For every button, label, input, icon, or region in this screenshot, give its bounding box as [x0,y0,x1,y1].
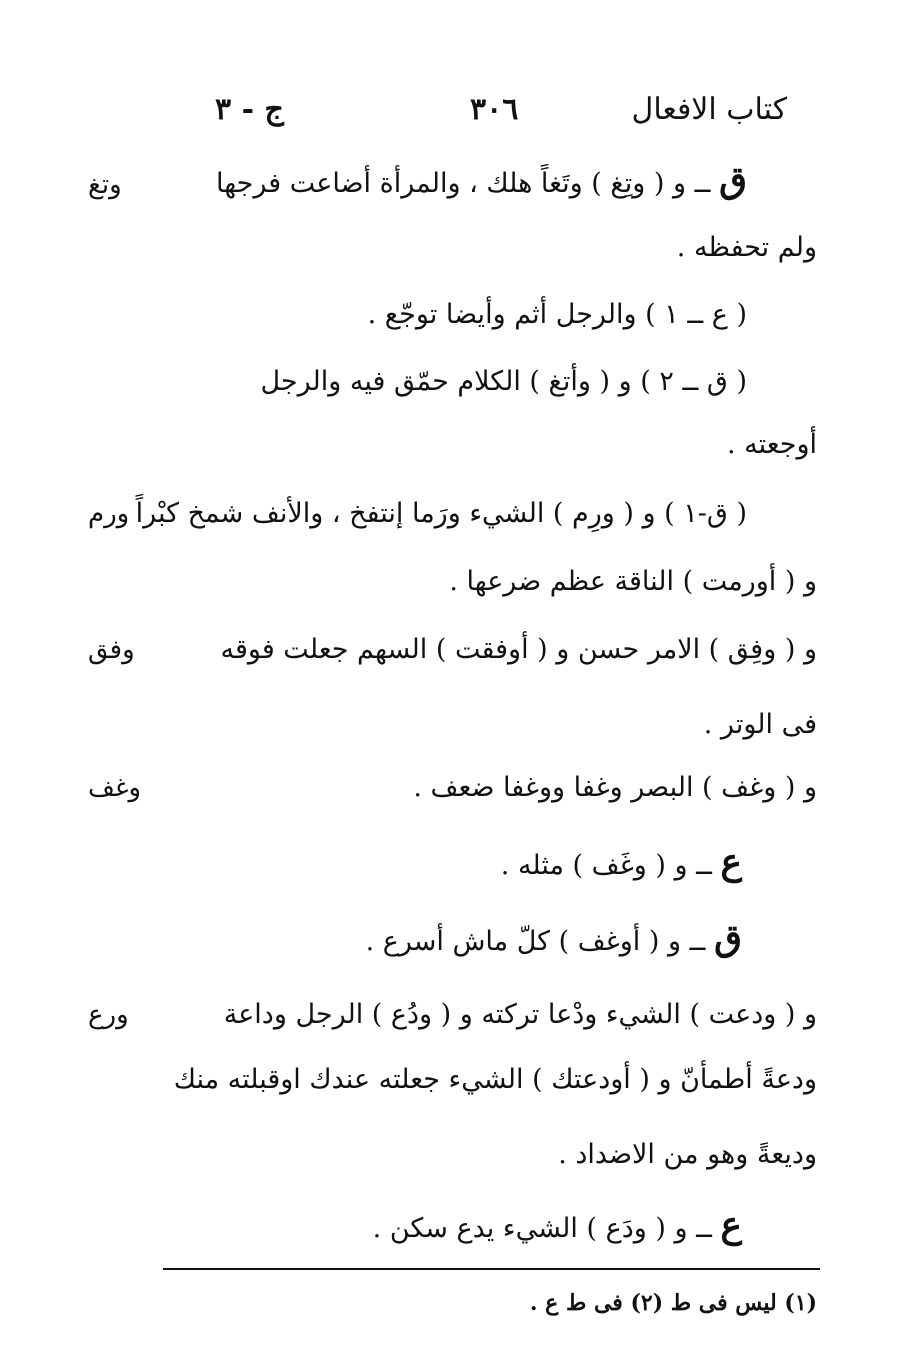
margin-headword: وتغ [88,170,122,200]
page-number: ٣٠٦ [470,92,519,127]
volume-indicator: ج - ٣ [215,92,284,127]
margin-headword: وغف [88,773,142,803]
text-line: ( ع ــ ١ ) والرجل أثم وأيضا توجّع . [367,299,747,330]
text-line: ودعةً أطمأنّ و ( أودعتك ) الشيء جعلته عندك اوقبلته منك [173,1064,817,1095]
siglum: ق [714,917,742,959]
text-line: ولم تحفظه . [676,232,817,263]
text-line: ق ــ و ( أوغف ) كلّ ماش أسرع . [365,917,742,959]
footnote: (١) ليس فى ط (٢) فى ط ع . [529,1290,817,1316]
text-line: ع ــ و ( وغَف ) مثله . [500,841,742,883]
text-line: أوجعته . [726,429,817,460]
siglum: ع [720,841,742,883]
margin-headword: ورع [88,1000,129,1030]
footnote-divider [163,1268,820,1270]
margin-headword: ورم [88,499,130,529]
text-line: ع ــ و ( ودَع ) الشيء يدع سكن . [372,1204,742,1246]
margin-headword: وفق [88,635,135,665]
siglum: ع [720,1204,742,1246]
text-line: ( ق ــ ٢ ) و ( وأتغ ) الكلام حمّق فيه والرجل [260,366,747,397]
text-line: ق ــ و ( وتِغ ) وتَغاً هلك ، والمرأة أضاعت فرجها [215,159,747,201]
text-line: فى الوتر . [703,709,817,740]
running-head-title: كتاب الافعال [631,92,787,127]
text-line: و ( وفِق ) الامر حسن و ( أوفقت ) السهم جعلت فوقه [220,634,817,665]
text-line: ( ق-١ ) و ( ورِم ) الشيء ورَما إنتفخ ، والأنف شمخ كبْراً [135,498,747,529]
siglum: ق [719,159,747,201]
text-line: وديعةً وهو من الاضداد . [558,1139,817,1170]
text-line: و ( وغف ) البصر وغفا ووغفا ضعف . [413,772,817,803]
text-line: و ( ودعت ) الشيء ودْعا تركته و ( ودُع ) الرجل وداعة [223,999,817,1030]
text-line: و ( أورمت ) الناقة عظم ضرعها . [449,566,817,597]
